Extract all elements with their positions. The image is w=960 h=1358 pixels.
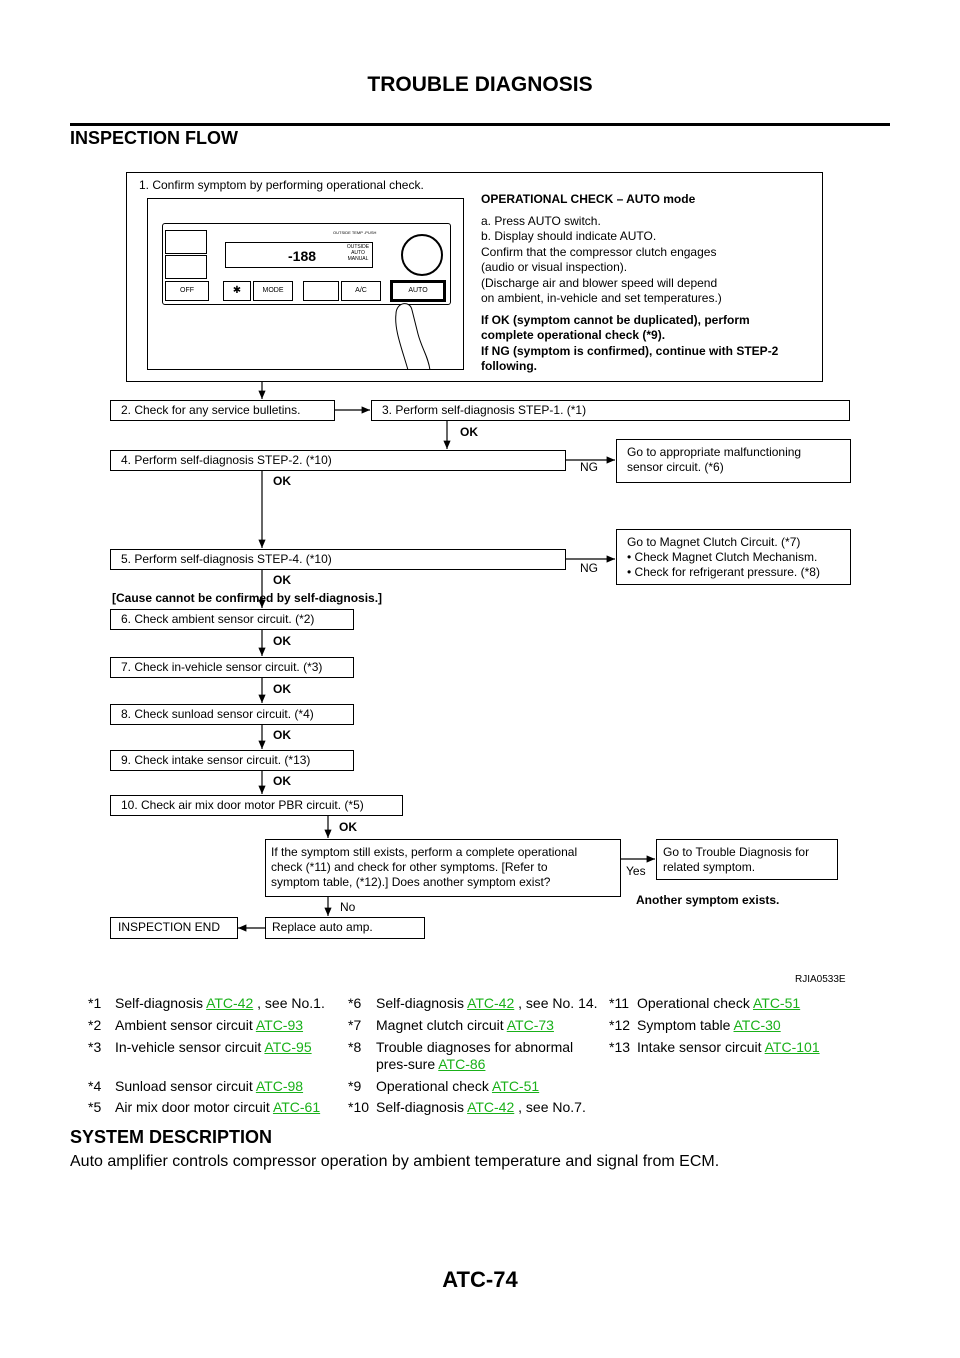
page-title: TROUBLE DIAGNOSIS — [367, 73, 593, 96]
step2-box: 2. Check for any service bulletins. — [110, 400, 335, 421]
footnote-link[interactable]: ATC-42 — [206, 995, 254, 1011]
footnote-item — [115, 1099, 345, 1116]
box-line: • Check for refrigerant pressure. (*8) — [627, 565, 820, 579]
cause-note: [Cause cannot be confirmed by self-diagnosis.] — [112, 591, 383, 605]
no-label: No — [340, 900, 356, 914]
footnote-text: Trouble diagnoses for abnormal pres-sure — [376, 1039, 574, 1072]
defrost-button — [303, 281, 339, 301]
finger-icon — [388, 294, 448, 370]
ok-label: OK — [460, 425, 478, 439]
footnote-text: Sunload sensor circuit — [115, 1078, 256, 1094]
op-line: (audio or visual inspection). — [481, 260, 628, 275]
box-line: • Check Magnet Clutch Mechanism. — [627, 550, 818, 564]
footnote-text: In-vehicle sensor circuit — [115, 1039, 265, 1055]
footnote-text: Air mix door motor circuit — [115, 1099, 273, 1115]
step5-ng-box — [616, 529, 851, 585]
footnote-link[interactable]: ATC-42 — [467, 1099, 515, 1115]
footnote-text: Operational check — [376, 1078, 492, 1094]
fan-button: ✱ — [223, 281, 251, 301]
replace-box: Replace auto amp. — [265, 917, 425, 939]
box-line: Go to Magnet Clutch Circuit. (*7) — [627, 535, 801, 549]
footnote-number: *2 — [88, 1017, 102, 1033]
footnote-link[interactable]: ATC-86 — [438, 1056, 486, 1072]
off-button: OFF — [165, 281, 209, 301]
footnote-number: *5 — [88, 1099, 102, 1115]
mode-button: MODE — [253, 281, 293, 301]
op-check-title: OPERATIONAL CHECK – AUTO mode — [481, 192, 696, 206]
op-line: on ambient, in-vehicle and set temperatures.) — [481, 291, 722, 306]
system-description-text: Auto amplifier controls compressor operation by ambient temperature and signal from ECM. — [70, 1153, 720, 1170]
footnote-link[interactable]: ATC-95 — [264, 1039, 312, 1055]
outside-temp-label: OUTSIDE TEMP -PUSH — [333, 230, 377, 235]
footnote-text: Self-diagnosis — [376, 1099, 468, 1115]
footnote-link[interactable]: ATC-98 — [255, 1078, 304, 1094]
footnote-link[interactable]: ATC-30 — [733, 1017, 781, 1033]
footnote-item — [376, 995, 606, 1012]
step8-box: 8. Check sunload sensor circuit. (*4) — [110, 704, 354, 725]
box-line: Go to Trouble Diagnosis for — [663, 845, 810, 859]
result-line: If NG (symptom is confirmed), continue with STEP-2 — [481, 343, 779, 358]
footnote-link[interactable]: ATC-101 — [764, 1039, 820, 1055]
step5-box: 5. Perform self-diagnosis STEP-4. (*10) — [110, 549, 566, 570]
footnote-text: Operational check — [637, 995, 753, 1011]
step7-box: 7. Check in-vehicle sensor circuit. (*3) — [110, 657, 354, 678]
footnote-item — [637, 1017, 867, 1034]
control-panel — [162, 223, 451, 305]
footnote-suffix: , see No. 14. — [514, 995, 598, 1011]
ac-button: A/C — [341, 281, 381, 301]
box-line: If the symptom still exists, perform a complete operational — [271, 845, 578, 859]
display-modes: OUTSIDE AUTO MANUAL — [346, 244, 370, 262]
display-temp: -188 — [288, 248, 317, 264]
page-number: ATC-74 — [442, 1267, 518, 1292]
op-line: Confirm that the compressor clutch engages — [481, 244, 717, 259]
footnote-number: *8 — [348, 1039, 362, 1055]
ng-label: NG — [580, 460, 598, 474]
step3-box: 3. Perform self-diagnosis STEP-1. (*1) — [371, 400, 850, 421]
footnote-item — [637, 1039, 867, 1056]
footnote-number: *6 — [348, 995, 362, 1011]
footnote-number: *10 — [348, 1099, 370, 1115]
footnote-link[interactable]: ATC-61 — [272, 1099, 321, 1115]
result-line: following. — [481, 359, 537, 374]
ok-label: OK — [339, 820, 357, 834]
box-line: Go to appropriate malfunctioning — [627, 445, 802, 459]
footnote-item — [115, 1017, 345, 1034]
footnote-link[interactable]: ATC-73 — [506, 1017, 554, 1033]
footnote-item — [376, 1078, 606, 1095]
footnote-text: Ambient sensor circuit — [115, 1017, 256, 1033]
footnote-item — [376, 1099, 606, 1116]
ok-label: OK — [273, 728, 291, 742]
footnote-text: Self-diagnosis — [115, 995, 207, 1011]
footnote-item — [115, 1078, 345, 1095]
footnote-item — [376, 1039, 606, 1073]
footnote-link[interactable]: ATC-51 — [491, 1078, 540, 1094]
box-line: check (*11) and check for other symptoms. [Refer to — [271, 860, 548, 874]
box-line: related symptom. — [663, 860, 756, 874]
yes-box — [656, 839, 838, 880]
another-symptom-note: Another symptom exists. — [636, 893, 780, 907]
footnote-item — [115, 1039, 345, 1056]
step9-box: 9. Check intake sensor circuit. (*13) — [110, 750, 354, 771]
footnote-suffix: , see No.7. — [514, 1099, 586, 1115]
footnote-text: Magnet clutch circuit — [376, 1017, 507, 1033]
footnote-text: Intake sensor circuit — [637, 1039, 765, 1055]
footnote-number: *4 — [88, 1078, 102, 1094]
footnote-link[interactable]: ATC-51 — [752, 995, 801, 1011]
footnote-item — [376, 1017, 606, 1034]
footnote-link[interactable]: ATC-93 — [255, 1017, 304, 1033]
footnote-number: *7 — [348, 1017, 362, 1033]
control-panel-illustration — [147, 198, 464, 370]
ok-label: OK — [273, 774, 291, 788]
result-line: If OK (symptom cannot be duplicated), perform — [481, 313, 750, 327]
section-heading: INSPECTION FLOW — [70, 128, 238, 148]
inspection-end-box: INSPECTION END — [110, 917, 238, 939]
step4-box: 4. Perform self-diagnosis STEP-2. (*10) — [110, 450, 566, 471]
yes-label: Yes — [626, 864, 646, 878]
system-description-heading: SYSTEM DESCRIPTION — [70, 1127, 273, 1147]
footnote-item — [637, 995, 867, 1012]
footnote-number: *3 — [88, 1039, 102, 1055]
footnote-number: *12 — [609, 1017, 631, 1033]
footnote-number: *11 — [609, 995, 629, 1011]
op-line: (Discharge air and blower speed will depend — [481, 275, 718, 290]
box-line: sensor circuit. (*6) — [627, 460, 724, 474]
rec-button — [165, 230, 207, 254]
figure-id: RJIA0533E — [795, 974, 846, 985]
op-line: b. Display should indicate AUTO. — [481, 229, 657, 244]
step1-title: 1. Confirm symptom by performing operational check. — [139, 178, 424, 192]
footnote-number: *9 — [348, 1078, 362, 1094]
op-check-lines — [481, 214, 722, 306]
ok-label: OK — [273, 682, 291, 696]
op-result-lines — [481, 313, 778, 375]
ok-label: OK — [273, 573, 291, 587]
ok-label: OK — [273, 474, 291, 488]
footnote-number: *1 — [88, 995, 102, 1011]
fre-button — [165, 255, 207, 279]
step10-box: 10. Check air mix door motor PBR circuit. (*5) — [110, 795, 403, 816]
ng-label: NG — [580, 561, 598, 575]
step4-ng-box — [616, 439, 851, 483]
footnote-link[interactable]: ATC-42 — [467, 995, 515, 1011]
footnote-text: Symptom table — [637, 1017, 734, 1033]
ok-label: OK — [273, 634, 291, 648]
footnote-number: *13 — [609, 1039, 631, 1055]
auto-button: AUTO — [390, 280, 446, 302]
result-line: complete operational check (*9). — [481, 328, 666, 343]
footnote-item — [115, 995, 345, 1012]
op-line: a. Press AUTO switch. — [481, 214, 601, 228]
temp-dial — [401, 234, 443, 276]
footnote-suffix: , see No.1. — [253, 995, 325, 1011]
step11-box — [265, 839, 621, 897]
footnote-text: Self-diagnosis — [376, 995, 468, 1011]
step6-box: 6. Check ambient sensor circuit. (*2) — [110, 609, 354, 630]
box-line: symptom table, (*12).] Does another symptom exist? — [271, 875, 551, 889]
